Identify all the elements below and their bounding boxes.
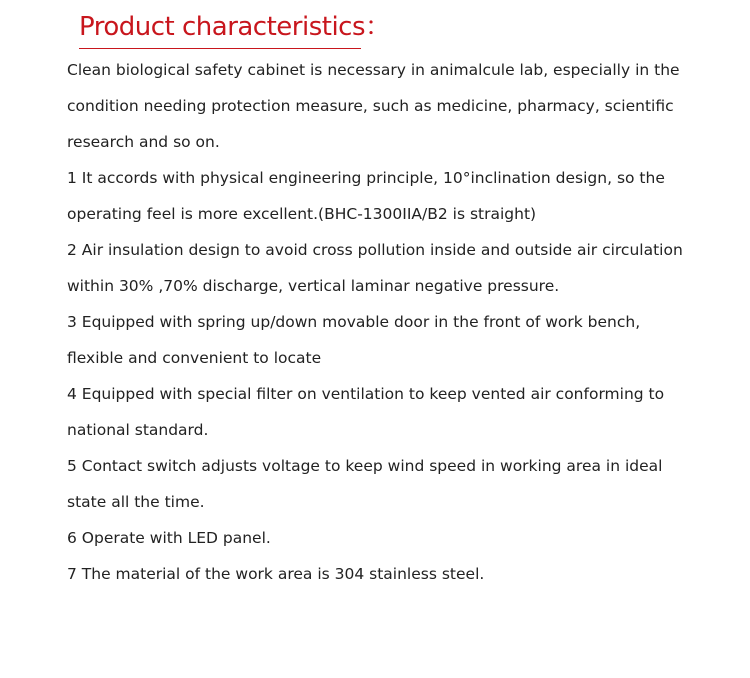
feature-item-3: 3 Equipped with spring up/down movable door in the front of work bench, flexible and convenient to locate (67, 313, 641, 367)
feature-item-2: 2 Air insulation design to avoid cross pollution inside and outside air circulation within 30% ,70% discharge, vertical laminar negative pressure. (67, 241, 683, 295)
feature-item-6: 6 Operate with LED panel. (67, 529, 271, 547)
feature-item-7: 7 The material of the work area is 304 stainless steel. (67, 565, 485, 583)
feature-item-5: 5 Contact switch adjusts voltage to keep wind speed in working area in ideal state all the time. (67, 457, 663, 511)
page-title: Product characteristics： (79, 12, 391, 42)
section-heading (79, 8, 391, 49)
intro-paragraph: Clean biological safety cabinet is necessary in animalcule lab, especially in the condition needing protection measure, such as medicine, pharmacy, scientific research and so on. (67, 61, 680, 151)
characteristics-list (67, 52, 697, 592)
feature-item-4: 4 Equipped with special filter on ventilation to keep vented air conforming to national standard. (67, 385, 665, 439)
feature-item-1: 1 It accords with physical engineering principle, 10°inclination design, so the operating feel is more excellent.(BHC-1300IIA/B2 is straight) (67, 169, 665, 223)
heading-underline (79, 48, 361, 49)
